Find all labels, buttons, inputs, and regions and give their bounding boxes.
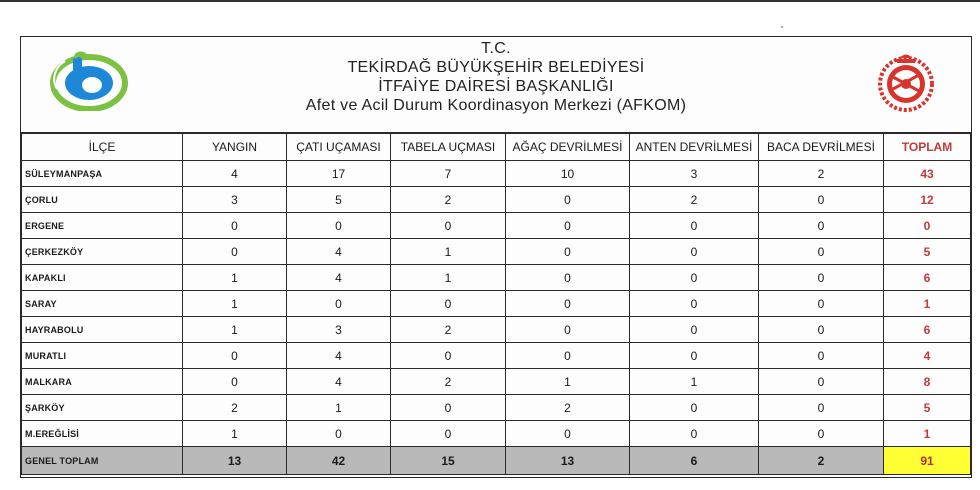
count-cell: 3 (630, 161, 759, 187)
column-header-ilce: İLÇE (22, 134, 183, 161)
title-line-2: TEKİRDAĞ BÜYÜKŞEHİR BELEDİYESİ (347, 59, 645, 76)
district-name-cell: ERGENE (22, 213, 183, 239)
count-cell: 0 (506, 421, 630, 447)
count-cell: 0 (759, 317, 884, 343)
incident-table (21, 133, 971, 475)
count-cell: 0 (759, 421, 884, 447)
count-cell: 2 (630, 187, 759, 213)
count-cell: 2 (183, 395, 287, 421)
district-name-cell: KAPAKLI (22, 265, 183, 291)
column-total-cell: 6 (630, 447, 759, 475)
count-cell: 1 (287, 395, 391, 421)
count-cell: 0 (391, 395, 506, 421)
column-header-cati-ucmasi: ÇATI UÇAMASI (287, 134, 391, 161)
count-cell: 0 (630, 213, 759, 239)
column-total-cell: 42 (287, 447, 391, 475)
count-cell: 0 (759, 187, 884, 213)
count-cell: 0 (759, 239, 884, 265)
count-cell: 1 (506, 369, 630, 395)
title-line-1: T.C. (481, 40, 511, 57)
column-total-cell: 2 (759, 447, 884, 475)
count-cell: 2 (759, 161, 884, 187)
row-total-cell: 12 (884, 187, 971, 213)
count-cell: 0 (391, 213, 506, 239)
district-name-cell: ÇORLU (22, 187, 183, 213)
district-name-cell: ŞARKÖY (22, 395, 183, 421)
count-cell: 0 (287, 291, 391, 317)
count-cell: 3 (183, 187, 287, 213)
count-cell: 1 (183, 265, 287, 291)
count-cell: 4 (287, 265, 391, 291)
count-cell: 7 (391, 161, 506, 187)
report-frame (20, 36, 972, 478)
district-name-cell: MALKARA (22, 369, 183, 395)
count-cell: 1 (391, 239, 506, 265)
count-cell: 4 (287, 343, 391, 369)
count-cell: 0 (506, 239, 630, 265)
row-total-cell: 4 (884, 343, 971, 369)
count-cell: 3 (287, 317, 391, 343)
column-total-cell: 13 (183, 447, 287, 475)
count-cell: 1 (630, 369, 759, 395)
count-cell: 0 (630, 395, 759, 421)
count-cell: 0 (391, 421, 506, 447)
count-cell: 0 (759, 369, 884, 395)
count-cell: 4 (287, 369, 391, 395)
column-total-cell: 13 (506, 447, 630, 475)
table-row (22, 395, 971, 421)
column-header-toplam: TOPLAM (884, 134, 971, 161)
table-row (22, 265, 971, 291)
row-total-cell: 6 (884, 317, 971, 343)
table-row (22, 161, 971, 187)
count-cell: 0 (506, 317, 630, 343)
count-cell: 0 (287, 421, 391, 447)
column-total-cell: 15 (391, 447, 506, 475)
district-name-cell: SARAY (22, 291, 183, 317)
grand-total-label: GENEL TOPLAM (22, 447, 183, 475)
count-cell: 17 (287, 161, 391, 187)
count-cell: 0 (759, 213, 884, 239)
table-row (22, 317, 971, 343)
table-header-row (22, 134, 971, 161)
column-header-tabela-ucmasi: TABELA UÇMASI (391, 134, 506, 161)
count-cell: 0 (630, 239, 759, 265)
count-cell: 1 (391, 265, 506, 291)
count-cell: 0 (759, 395, 884, 421)
count-cell: 2 (391, 187, 506, 213)
count-cell: 0 (183, 343, 287, 369)
scan-speck (781, 26, 783, 28)
row-total-cell: 1 (884, 291, 971, 317)
count-cell: 0 (183, 369, 287, 395)
column-header-baca-devrilmesi: BACA DEVRİLMESİ (759, 134, 884, 161)
column-header-yangin: YANGIN (183, 134, 287, 161)
count-cell: 4 (287, 239, 391, 265)
table-row (22, 291, 971, 317)
table-row (22, 421, 971, 447)
row-total-cell: 1 (884, 421, 971, 447)
table-row (22, 187, 971, 213)
title-line-3: İTFAİYE DAİRESİ BAŞKANLIĞI (378, 78, 614, 95)
count-cell: 0 (506, 291, 630, 317)
count-cell: 0 (759, 343, 884, 369)
district-name-cell: M.EREĞLİSİ (22, 421, 183, 447)
count-cell: 0 (759, 291, 884, 317)
count-cell: 0 (183, 239, 287, 265)
municipality-logo-icon (45, 49, 129, 111)
count-cell: 0 (287, 213, 391, 239)
count-cell: 0 (391, 343, 506, 369)
row-total-cell: 5 (884, 395, 971, 421)
fire-department-seal-icon (871, 51, 941, 113)
count-cell: 5 (287, 187, 391, 213)
column-header-anten-devrilmesi: ANTEN DEVRİLMESİ (630, 134, 759, 161)
count-cell: 0 (630, 291, 759, 317)
table-row (22, 239, 971, 265)
count-cell: 0 (506, 213, 630, 239)
count-cell: 2 (506, 395, 630, 421)
count-cell: 0 (630, 265, 759, 291)
grand-total-value: 91 (884, 447, 971, 475)
count-cell: 0 (506, 343, 630, 369)
table-row (22, 369, 971, 395)
count-cell: 0 (506, 187, 630, 213)
count-cell: 4 (183, 161, 287, 187)
report-header (21, 37, 971, 133)
count-cell: 0 (506, 265, 630, 291)
district-name-cell: ÇERKEZKÖY (22, 239, 183, 265)
title-line-4: Afet ve Acil Durum Koordinasyon Merkezi (AFKOM) (305, 97, 687, 114)
report-title-block (181, 39, 811, 115)
count-cell: 0 (630, 317, 759, 343)
table-row (22, 213, 971, 239)
count-cell: 10 (506, 161, 630, 187)
count-cell: 0 (759, 265, 884, 291)
count-cell: 0 (630, 421, 759, 447)
district-name-cell: MURATLI (22, 343, 183, 369)
district-name-cell: HAYRABOLU (22, 317, 183, 343)
count-cell: 2 (391, 317, 506, 343)
count-cell: 1 (183, 421, 287, 447)
count-cell: 0 (630, 343, 759, 369)
top-border-line (0, 0, 980, 2)
count-cell: 0 (391, 291, 506, 317)
row-total-cell: 0 (884, 213, 971, 239)
row-total-cell: 8 (884, 369, 971, 395)
count-cell: 1 (183, 317, 287, 343)
row-total-cell: 6 (884, 265, 971, 291)
row-total-cell: 43 (884, 161, 971, 187)
count-cell: 0 (183, 213, 287, 239)
table-row (22, 343, 971, 369)
district-name-cell: SÜLEYMANPAŞA (22, 161, 183, 187)
count-cell: 1 (183, 291, 287, 317)
count-cell: 2 (391, 369, 506, 395)
column-header-agac-devrilmesi: AĞAÇ DEVRİLMESİ (506, 134, 630, 161)
grand-total-row (22, 447, 971, 475)
row-total-cell: 5 (884, 239, 971, 265)
